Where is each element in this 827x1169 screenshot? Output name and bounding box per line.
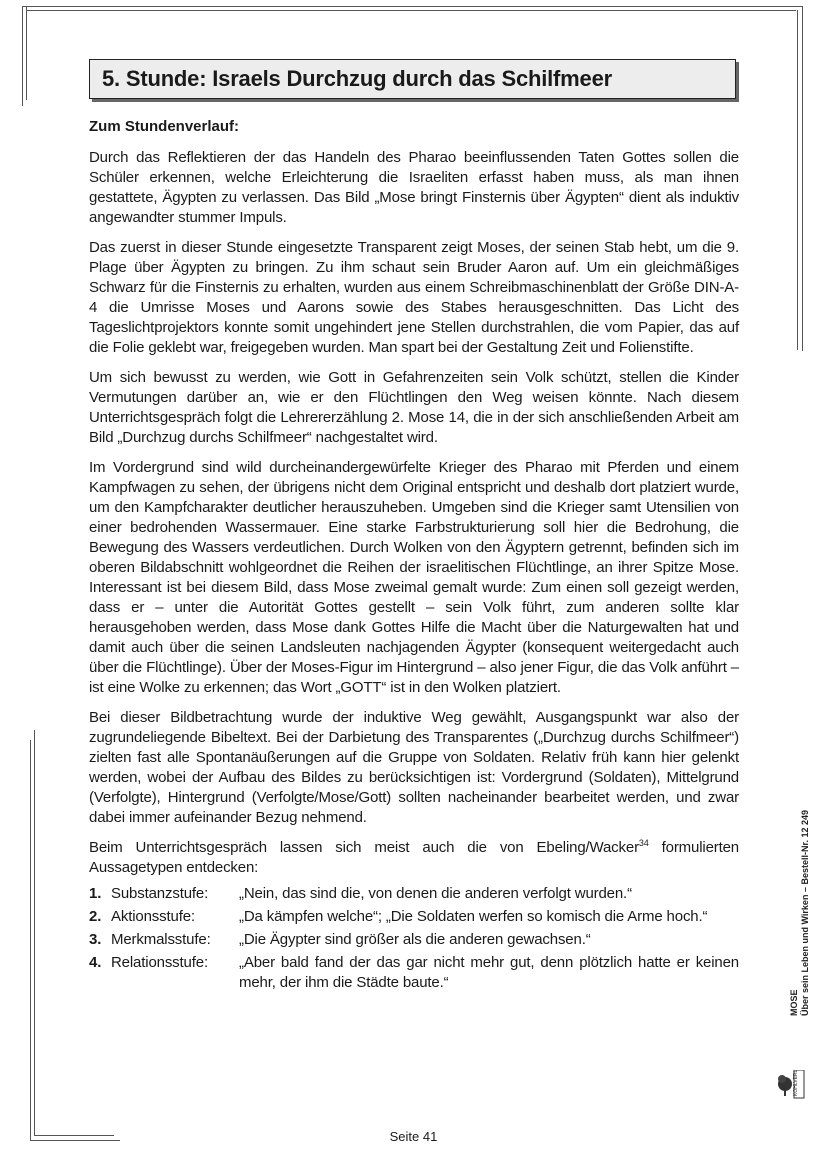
- list-item: [89, 953, 739, 993]
- statement-type-list: [89, 884, 739, 993]
- item-number: 4.: [89, 954, 102, 971]
- paragraph: Durch das Reflektieren der das Handeln des Pharao beeinflussenden Taten Gottes sollen die Schüler erkennen, welche Erleichterung die Israeliten erfasst haben muss, als man ihnen gestattete, Ägypten zu verlassen. Das Bild „Mose bringt Finsternis über Ägypten“ dient als induktiv angewandter stummer Impuls.: [89, 149, 739, 226]
- paragraph: Das zuerst in dieser Stunde eingesetzte Transparent zeigt Moses, der seinen Stab hebt, um die 9. Plage über Ägypten zu bringen. Zu ihm schaut sein Bruder Aaron auf. Um ein gleichmäßiges Schwarz für die Finsternis zu erhalten, wurden aus einem Schreibmaschinenblatt der Größe DIN-A-4 die Umrisse Moses und Aarons sowie des Stabes herausgeschnitten. Das Licht des Tageslichtprojektors konnte somit ungehindert jene Stellen durchstrahlen, die vom Papier, das auf die Folie geklebt war, freigegeben wurden. Man spart bei der Gestaltung Zeit und Folienstifte.: [89, 239, 739, 356]
- intro-text-end: formulierten Aussagetypen entdecken:: [89, 839, 740, 876]
- item-quote: „Nein, das sind die, von denen die anderen verfolgt wurden.“: [239, 885, 632, 902]
- frame-line: [30, 740, 31, 1140]
- page-title: 5. Stunde: Israels Durchzug durch das Schilfmeer: [102, 66, 612, 91]
- item-stage: Relationsstufe:: [111, 954, 208, 971]
- frame-line: [26, 6, 27, 100]
- item-quote: „Da kämpfen welche“; „Die Soldaten werfen so komisch die Arme hoch.“: [239, 908, 708, 925]
- frame-line: [22, 6, 23, 106]
- side-imprint: [789, 810, 811, 1016]
- page-number: Seite 41: [389, 1129, 438, 1144]
- item-stage: Merkmalsstufe:: [111, 931, 211, 948]
- frame-line: [22, 6, 802, 7]
- item-number: 1.: [89, 885, 102, 902]
- title-box: [89, 59, 736, 99]
- list-item: [89, 884, 739, 904]
- item-quote: „Aber bald fand der das gar nicht mehr gut, denn plötzlich hatte er keinen mehr, der ihm die Städte baute.“: [239, 954, 739, 991]
- publisher-logo: [776, 1070, 806, 1100]
- list-item: [89, 907, 739, 927]
- side-title: MOSE: [789, 989, 799, 1016]
- side-subtitle: Über sein Leben und Wirken – Bestell-Nr. 12 249: [800, 810, 810, 1016]
- paragraph: Bei dieser Bildbetrachtung wurde der induktive Weg gewählt, Ausgangspunkt war also der zugrundeliegende Bibeltext. Bei der Darbietung des Transparentes („Durchzug durchs Schilfmeer“) zielten fast alle Spontanäußerungen auf die Gruppe von Soldaten. Relativ früh kann hier gelenkt werden, wobei der Aufbau des Bildes zu berücksichtigen ist: Vordergrund (Soldaten), Mittelgrund (Verfolgte), Hintergrund (Verfolgte/Mose/Gott) sollten nacheinander bearbeitet werden, und zwar dabei immer aufeinander Bezug nehmend.: [89, 709, 739, 826]
- intro-paragraph: [89, 838, 739, 878]
- tree-logo-icon: [776, 1070, 806, 1100]
- section-heading: Zum Stundenverlauf:: [89, 118, 240, 135]
- frame-line: [26, 10, 796, 11]
- item-stage: Aktionsstufe:: [111, 908, 195, 925]
- frame-line: [34, 730, 35, 1135]
- item-number: 3.: [89, 931, 102, 948]
- footnote-ref: 34: [638, 838, 649, 848]
- intro-text: Beim Unterrichtsgespräch lassen sich meist auch die von Ebeling/Wacker: [89, 839, 639, 856]
- item-stage: Substanzstufe:: [111, 885, 209, 902]
- item-quote: „Die Ägypter sind größer als die anderen gewachsen.“: [239, 931, 591, 948]
- list-item: [89, 930, 739, 950]
- frame-line: [802, 6, 803, 351]
- frame-line: [797, 10, 798, 350]
- item-number: 2.: [89, 908, 102, 925]
- paragraph: Im Vordergrund sind wild durcheinandergewürfelte Krieger des Pharao mit Pferden und einem Kampfwagen zu sehen, der übrigens nicht dem Original entspricht und deshalb dort platziert wurde, um den Kampfcharakter deutlicher herauszuheben. Umgeben sind die Krieger samt Utensilien von einer bedrohenden Wassermauer. Eine starke Farbstrukturierung soll hier die Bedrohung, die Bewegung des Wassers verdeutlichen. Durch Wolken von den Ägyptern getrennt, befinden sich im oberen Bildabschnitt wohlgeordnet die Reihen der israelitischen Flüchtlinge, an ihrer Spitze Mose. Interessant ist bei diesem Bild, dass Mose zweimal gemalt wurde: Zum einen soll gezeigt werden, dass er – unter die Autorität Gottes gestellt – sein Volk führt, zum anderen sollte klar herausgehoben werden, dass Mose dank Gottes Hilfe die Macht über die Naturgewalten hat und damit auch über die seinen Landsleuten nachjagenden Ägypter (konsequent weitergedacht auch über die Flüchtlinge). Über der Moses-Figur im Hintergrund – also jener Figur, die das Volk anführt – ist eine Wolke zu erkennen; das Wort „GOTT“ ist in den Wolken platziert.: [89, 459, 739, 696]
- publisher-name: KOHLVERLAG: [793, 1070, 799, 1096]
- paragraph: Um sich bewusst zu werden, wie Gott in Gefahrenzeiten sein Volk schützt, stellen die Kinder Vermutungen darüber an, wie er den Flüchtlingen den Weg weisen könnte. Nach diesem Unterrichtsgespräch folgt die Lehrererzählung 2. Mose 14, die in der sich anschließenden Arbeit am Bild „Durchzug durchs Schilfmeer“ nachgestaltet wird.: [89, 369, 739, 446]
- main-content: [89, 118, 739, 996]
